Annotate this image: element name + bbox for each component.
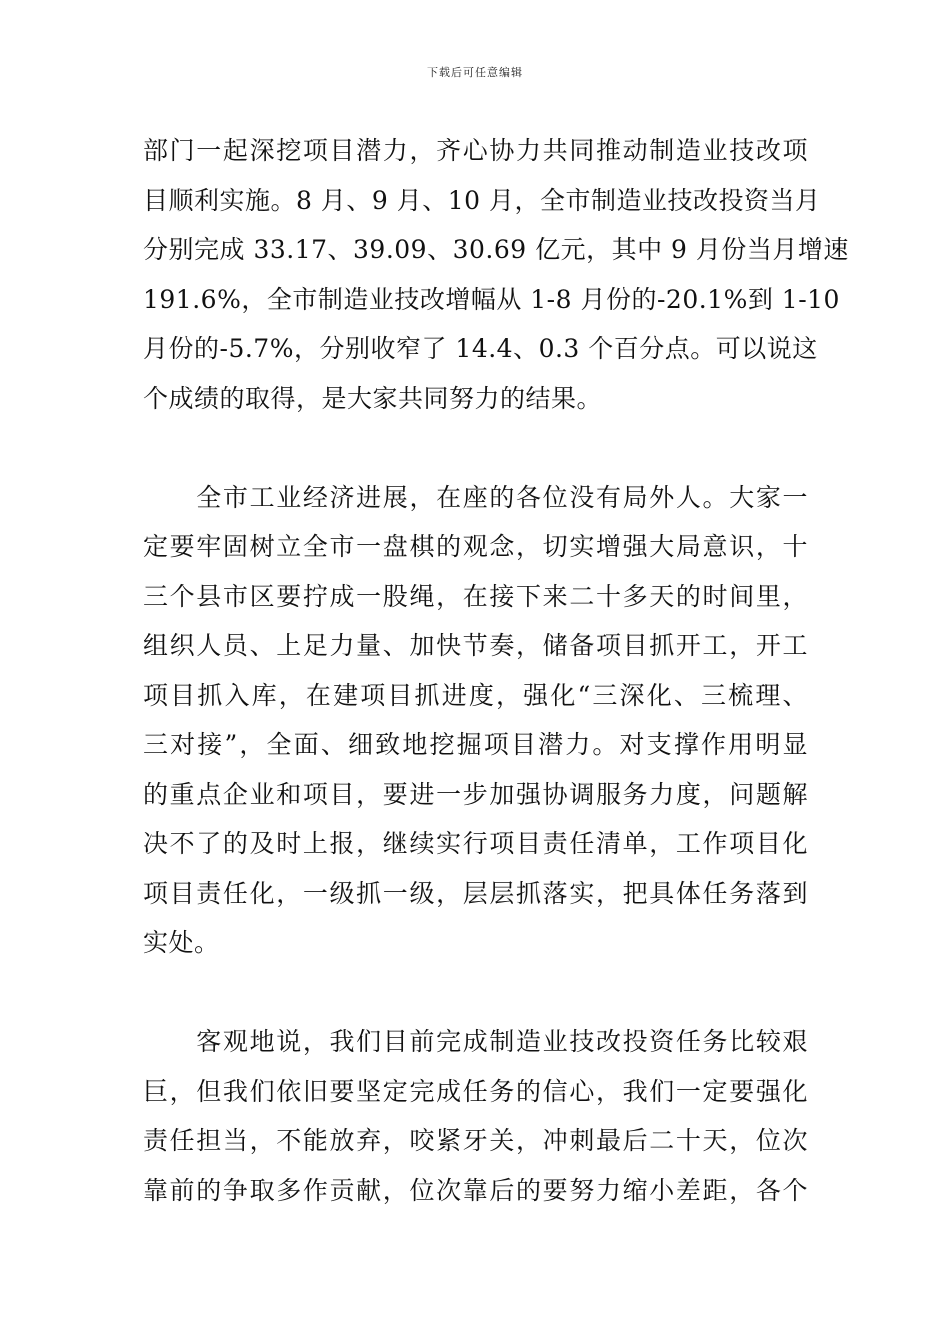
document-body [143,126,849,1215]
text-line: 组织人员、上足力量、加快节奏，储备项目抓开工，开工 [143,631,808,660]
text-line: 分别完成 33.17、39.09、30.69 亿元，其中 9 月份当月增速 [143,235,849,264]
text-line: 靠前的争取多作贡献，位次靠后的要努力缩小差距，各个 [143,1175,808,1205]
page-header: 下载后可任意编辑 [427,66,523,79]
paragraph-2 [143,473,808,968]
text-line: 定要牢固树立全市一盘棋的观念，切实增强大局意识，十 [143,532,808,561]
text-line: 实处。 [143,928,220,957]
text-line: 月份的-5.7%，分别收窄了 14.4、0.3 个百分点。可以说这 [143,334,818,363]
paragraph-1 [143,126,849,423]
text-line: 客观地说，我们目前完成制造业技改投资任务比较艰 [143,1027,808,1056]
text-line: 191.6%，全市制造业技改增幅从 1-8 月份的-20.1%到 1-10 [143,284,840,314]
text-line: 个成绩的取得，是大家共同努力的结果。 [143,383,603,413]
text-line: 部门一起深挖项目潜力，齐心协力共同推动制造业技改项 [143,136,808,165]
text-line: 目顺利实施。8 月、9 月、10 月，全市制造业技改投资当月 [143,185,821,215]
text-line: 决不了的及时上报，继续实行项目责任清单，工作项目化 [143,829,808,858]
text-line: 项目责任化，一级抓一级，层层抓落实，把具体任务落到 [143,878,808,908]
text-line: 项目抓入库，在建项目抓进度，强化“三深化、三梳理、 [143,680,808,710]
text-line: 三对接”，全面、细致地挖掘项目潜力。对支撑作用明显 [143,730,808,759]
paragraph-3 [143,1017,808,1215]
text-line: 巨，但我们依旧要坚定完成任务的信心，我们一定要强化 [143,1076,808,1106]
text-line: 全市工业经济进展，在座的各位没有局外人。大家一 [143,482,808,512]
text-line: 责任担当，不能放弃，咬紧牙关，冲刺最后二十天，位次 [143,1126,808,1155]
text-line: 的重点企业和项目，要进一步加强协调服务力度，问题解 [143,779,808,809]
text-line: 三个县市区要拧成一股绳，在接下来二十多天的时间里， [143,581,808,611]
